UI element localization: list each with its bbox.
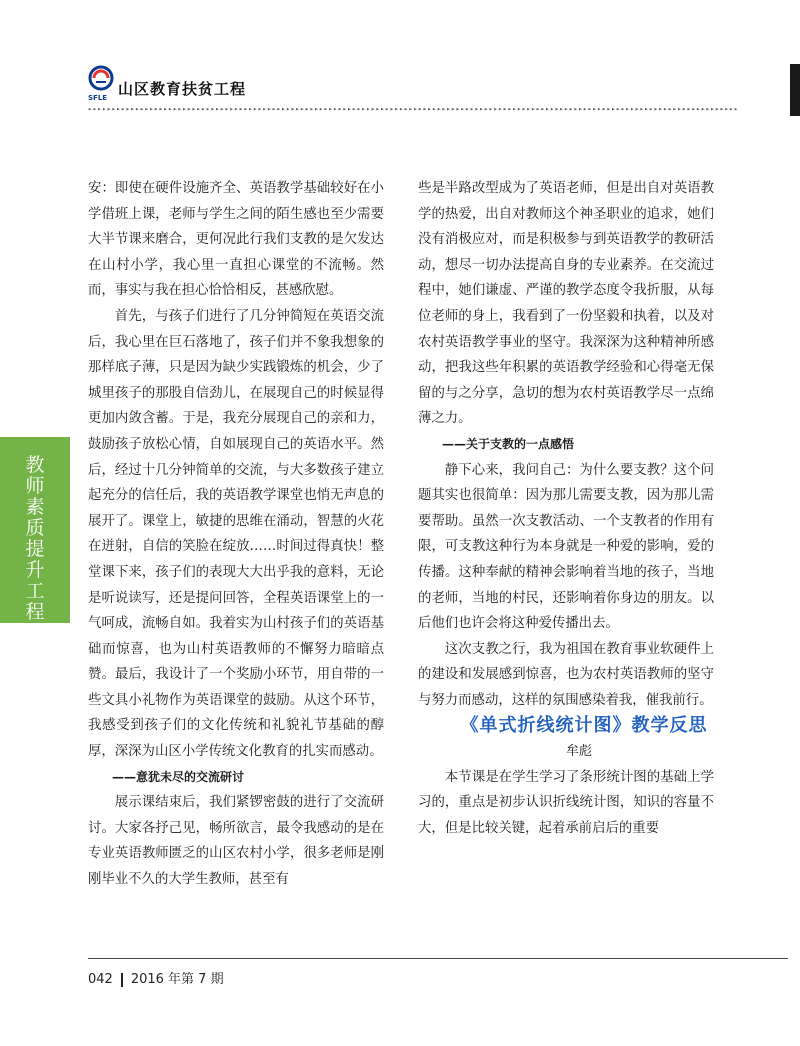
page-number: 042 <box>88 972 113 987</box>
paragraph: 些是半路改型成为了英语老师，但是出自对英语教学的热爱，出自对教师这个神圣职业的追求，她们没有消极应对，而是积极参与到英语教学的教研活动，想尽一切办法提高自身的专业素养。在交流过程中，她们谦虚、严谨的教学态度令我折服，从每位老师的身上，我看到了一份坚毅和执着，以及对农村英语教学事业的坚守。我深深为这种精神所感动，把我这些年积累的英语教学经验和心得毫无保留的与之分享，急切的想为农村英语教学尽一点绵薄之力。 <box>418 181 714 427</box>
article-author: 牟彪 <box>565 744 592 760</box>
paragraph: 静下心来，我问自己：为什么要支教？这个问题其实也很简单：因为那儿需要支教，因为那儿需要帮助。虽然一次支教活动、一个支教者的作用有限，可支教这种行为本身就是一种爱的影响，爱的传播。这种奉献的精神会影响着当地的孩子，当地的老师，当地的村民，还影响着你身边的朋友。以后他们也许会将这种爱传播出去。 <box>418 462 714 632</box>
paragraph: 这次支教之行，我为祖国在教育事业软硬件上的建设和发展感到惊喜，也为农村英语教师的坚守与努力而感动，这样的氛围感染着我，催我前行。 <box>418 641 714 708</box>
section-sidebar-label: 教师素质提升工程 <box>25 454 45 623</box>
right-column <box>418 176 714 841</box>
header-divider: ▸▸▸▸▸▸▸▸▸▸▸▸▸▸▸▸▸▸▸▸▸▸▸▸▸▸▸▸▸▸▸▸▸▸▸▸▸▸▸▸▸▸▸▸▸▸▸▸▸▸▸▸▸▸▸▸▸▸▸▸▸▸▸▸▸▸▸▸▸▸▸▸▸▸▸▸▸▸▸▸▸▸▸▸▸▸▸▸▸▸▸▸▸▸▸▸▸▸▸▸▸▸▸▸▸▸▸▸▸▸▸▸▸▸▸▸▸▸▸▸▸▸▸▸▸▸▸▸▸▸▸▸▸▸▸▸▸▸ <box>88 106 739 112</box>
journal-brand: 山区教育扶贫工程 <box>118 80 247 98</box>
paragraph: 本节课是在学生学习了条形统计图的基础上学习的，重点是初步认识折线统计图，知识的容量不大，但是比较关键，起着承前启后的重要 <box>418 769 714 836</box>
footer-separator <box>121 973 123 987</box>
footer-divider <box>88 958 788 959</box>
page-edge-marker <box>790 64 800 116</box>
section-subheading: ——意犹未尽的交流研讨 <box>112 769 245 784</box>
left-column <box>88 176 384 893</box>
article-title: 《单式折线统计图》教学反思 <box>460 715 708 737</box>
issue-label: 2016 年第 7 期 <box>130 972 224 987</box>
page-footer <box>88 968 224 987</box>
paragraph: 展示课结束后，我们紧锣密鼓的进行了交流研讨。大家各抒己见，畅所欲言，最令我感动的是在专业英语教师匮乏的山区农村小学，很多老师是刚刚毕业不久的大学生教师，甚至有 <box>88 795 384 888</box>
logo-text: SFLE <box>88 94 108 102</box>
paragraph: 首先，与孩子们进行了几分钟简短在英语交流后，我心里在巨石落地了，孩子们并不象我想象的那样底子薄，只是因为缺少实践锻炼的机会，少了城里孩子的那股自信劲儿，在展现自己的时候显得更加内敛含蓄。于是，我充分展现自己的亲和力，鼓励孩子放松心情，自如展现自己的英语水平。然后，经过十几分钟简单的交流，与大多数孩子建立起充分的信任后，我的英语教学课堂也悄无声息的展开了。课堂上，敏捷的思维在涌动，智慧的火花在迸射，自信的笑脸在绽放……时间过得真快！整堂课下来，孩子们的表现大大出乎我的意料，无论是听说读写，还是提问回答，全程英语课堂上的一气呵成，流畅自如。我着实为山村孩子们的英语基础而惊喜，也为山村英语教师的不懈努力暗暗点赞。最后，我设计了一个奖励小环节，用自带的一些文具小礼物作为英语课堂的鼓励。从这个环节，我感受到孩子们的文化传统和礼貌礼节基础的醇厚，深深为山区小学传统文化教育的扎实而感动。 <box>88 308 384 760</box>
section-subheading: ——关于支教的一点感悟 <box>442 436 575 451</box>
paragraph: 安：即使在硬件设施齐全、英语教学基础较好在小学借班上课，老师与学生之间的陌生感也至少需要大半节课来磨合，更何况此行我们支教的是欠发达在山村小学，我心里一直担心课堂的不流畅。然而，事实与我在担心恰恰相反，甚感欣慰。 <box>88 181 384 299</box>
